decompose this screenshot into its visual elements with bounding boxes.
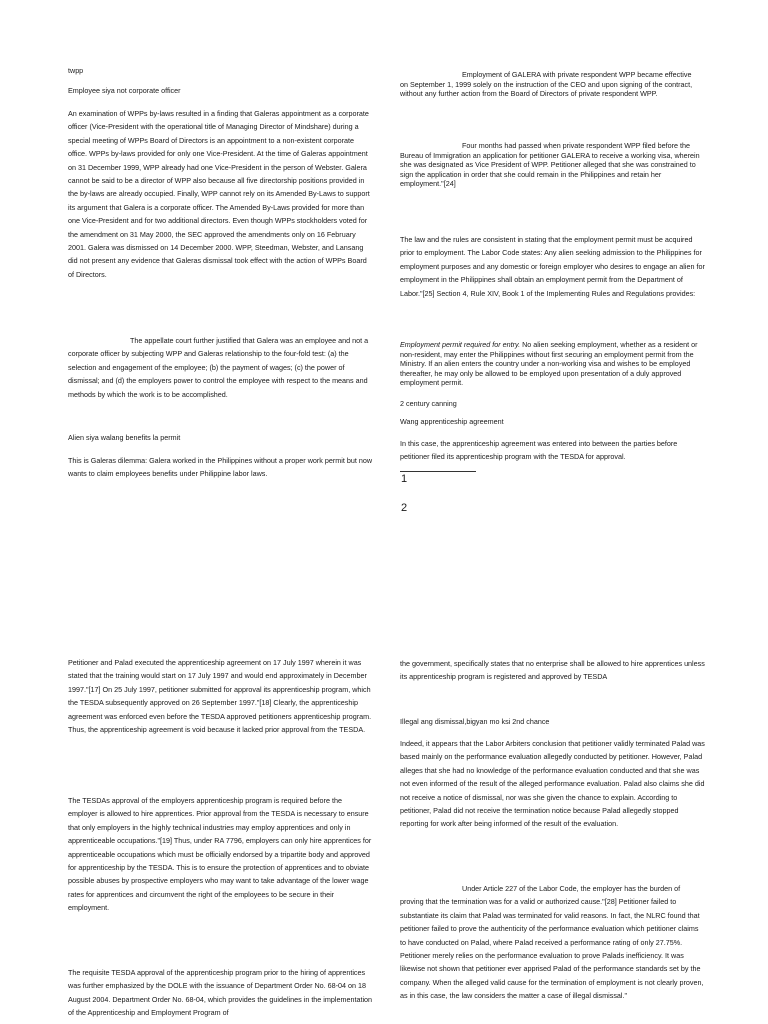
footnote-2: 2 bbox=[401, 502, 408, 514]
page1-right-line-1: 2 century canning bbox=[400, 399, 457, 408]
page1-right-paragraph-4 bbox=[400, 340, 700, 388]
page2-left-paragraph-2: The TESDAs approval of the employers apprenticeship program is required before the employer is allowed to hire apprentices. Prior approval from the TESDA is necessary to ensure that only employers in the highly technical industries may employ apprentices and only in apprenticeable occupations."[19] Thus, under RA 7796, employers can only hire apprentices for apprenticeable occupations which must be officially endorsed by a tripartite body and approved for apprenticeship by the TESDA. This is to ensure the protection of apprentices and to obviate possible abuses by prospective employers who may want to take advantage of the lower wage rates for apprentices and circumvent the right of the employees to be secure in their employment. bbox=[68, 796, 372, 913]
footnote-divider bbox=[400, 471, 476, 472]
page1-left-paragraph-1: An examination of WPPs by-laws resulted in a finding that Galeras appointment as a corporate officer (Vice-President with the operational title of Managing Director of Mindshare) during a special meeting of WPPs Board of Directors is an appointment to a non-existent corporate office. WPPs by-laws provided for only one Vice-President. At the time of Galeras appointment on 31 December 1999, WPP already had one Vice-President in the person of Webster. Galera cannot be said to be a director of WPP also because all five directorship positions provided in the by-laws are already occupied. Finally, WPP cannot rely on its Amended By-Laws to support its argument that Galera is a corporate officer. The Amended By-Laws provided for more than one Vice-President and for two additional directors. Even though WPPs stockholders voted for the amendment on 31 May 2000, the SEC approved the amendments only on 16 February 2001. Galera was dismissed on 14 December 2000. WPP, Steedman, Webster, and Lansang did not present any evidence that Galeras dismissal took effect with the action of WPPs Board of Directors. bbox=[68, 109, 370, 279]
page1-subheading-2: Alien siya walang benefits la permit bbox=[68, 433, 181, 442]
page1-right-paragraph-1: Employment of GALERA with private respondent WPP became effective on September 1, 1999 solely on the instruction of the CEO and upon signing of the contract, without any further action from the Board of Directors of private respondent WPP. bbox=[400, 70, 693, 99]
page2-left-paragraph-1: Petitioner and Palad executed the apprenticeship agreement on 17 July 1997 wherein it was stated that the training would start on 17 July 1997 and would end approximately in December 1997."[17] On 25 July 1997, petitioner submitted for approval its apprenticeship program, which the TESDA subsequently approved on 26 September 1997."[18] Clearly, the apprenticeship agreement was enforced even before the TESDA approved petitioners apprenticeship program. Thus, the apprenticeship agreement is void because it lacked prior approval from the TESDA. bbox=[68, 658, 372, 735]
quote-heading-italic: Employment permit required for entry. bbox=[400, 340, 521, 349]
page1-left-paragraph-3: This is Galeras dilemma: Galera worked in the Philippines without a proper work permit but now wants to claim employees benefits under Philippine labor laws. bbox=[68, 456, 373, 479]
page2-right-paragraph-1: the government, specifically states that no enterprise shall be allowed to hire apprentices unless its apprenticeship program is registered and approved by TESDA bbox=[400, 659, 705, 682]
page1-right-paragraph-3: The law and the rules are consistent in stating that the employment permit must be acquired prior to employment. The Labor Code states: Any alien seeking admission to the Philippines for employment purposes and any domestic or foreign employer who desires to engage an alien for employment in the Philippines shall obtain an employment permit from the Department of Labor."[25] Section 4, Rule XIV, Book 1 of the Implementing Rules and Regulations provides: bbox=[400, 235, 705, 298]
page2-right-paragraph-3: Under Article 227 of the Labor Code, the employer has the burden of proving that the termination was for a valid or authorized cause."[28] Petitioner failed to substantiate its claim that Palad was terminated for valid reasons. In fact, the NLRC found that petitioner failed to prove the authenticity of the performance evaluation which petitioner claims to have conducted on Palad, where Palad received a performance rating of only 27.75%. Petitioner merely relies on the performance evaluation to prove Palads inefficiency. It was likewise not shown that petitioner ever apprised Palad of the performance standards set by the company. When the alleged valid cause for the termination of employment is not clearly proven, as in this case, the law considers the matter a case of illegal dismissal." bbox=[400, 884, 704, 1001]
page1-right-line-2: Wang apprenticeship agreement bbox=[400, 417, 504, 426]
page1-left-paragraph-2: The appellate court further justified that Galera was an employee and not a corporate officer by subjecting WPP and Galeras relationship to the four-fold test: (a) the selection and engagement of the employee; (b) the payment of wages; (c) the power of dismissal; and (d) the employers power to control the employee with respect to the means and methods by which the work is to be accomplished. bbox=[68, 336, 369, 399]
page1-right-paragraph-5: In this case, the apprenticeship agreement was entered into between the parties before petitioner filed its apprenticeship program with the TESDA for approval. bbox=[400, 439, 678, 462]
page2-subheading: Illegal ang dismissal,bigyan mo ksi 2nd chance bbox=[400, 717, 550, 726]
quote-body: No alien seeking employment, whether as a resident or non-resident, may enter the Philippines without first securing an employment permit from the Ministry. If an alien enters the country under a non-working visa and wishes to be employed thereafter, he may only be allowed to be employed upon presentation of a duly approved employment permit. bbox=[400, 340, 698, 388]
footnote-1: 1 bbox=[401, 473, 408, 485]
page1-heading: twpp bbox=[68, 66, 84, 75]
page1-subheading: Employee siya not corporate officer bbox=[68, 86, 181, 95]
page2-right-paragraph-2: Indeed, it appears that the Labor Arbiters conclusion that petitioner validly terminated Palad was based mainly on the performance evaluation allegedly conducted by petitioner. However, Palad alleges that she had no knowledge of the performance evaluation conducted and that she was not even informed of the result of the alleged performance evaluation. Palad also claims she did not receive a notice of dismissal, nor was she given the chance to explain. According to petitioner, Palad did not receive the termination notice because Palad allegedly stopped reporting for work after being informed of the result of the evaluation. bbox=[400, 739, 705, 829]
page1-right-paragraph-2: Four months had passed when private respondent WPP filed before the Bureau of Immigration an application for petitioner GALERA to receive a working visa, wherein she was designated as Vice President of WPP. Petitioner alleged that she was constrained to sign the application in order that she could remain in the Philippines and retain her employment."[24] bbox=[400, 141, 700, 189]
page2-left-paragraph-3: The requisite TESDA approval of the apprenticeship program prior to the hiring of apprentices was further emphasized by the DOLE with the issuance of Department Order No. 68-04 on 18 August 2004. Department Order No. 68-04, which provides the guidelines in the implementation of the Apprenticeship and Employment Program of bbox=[68, 968, 373, 1018]
